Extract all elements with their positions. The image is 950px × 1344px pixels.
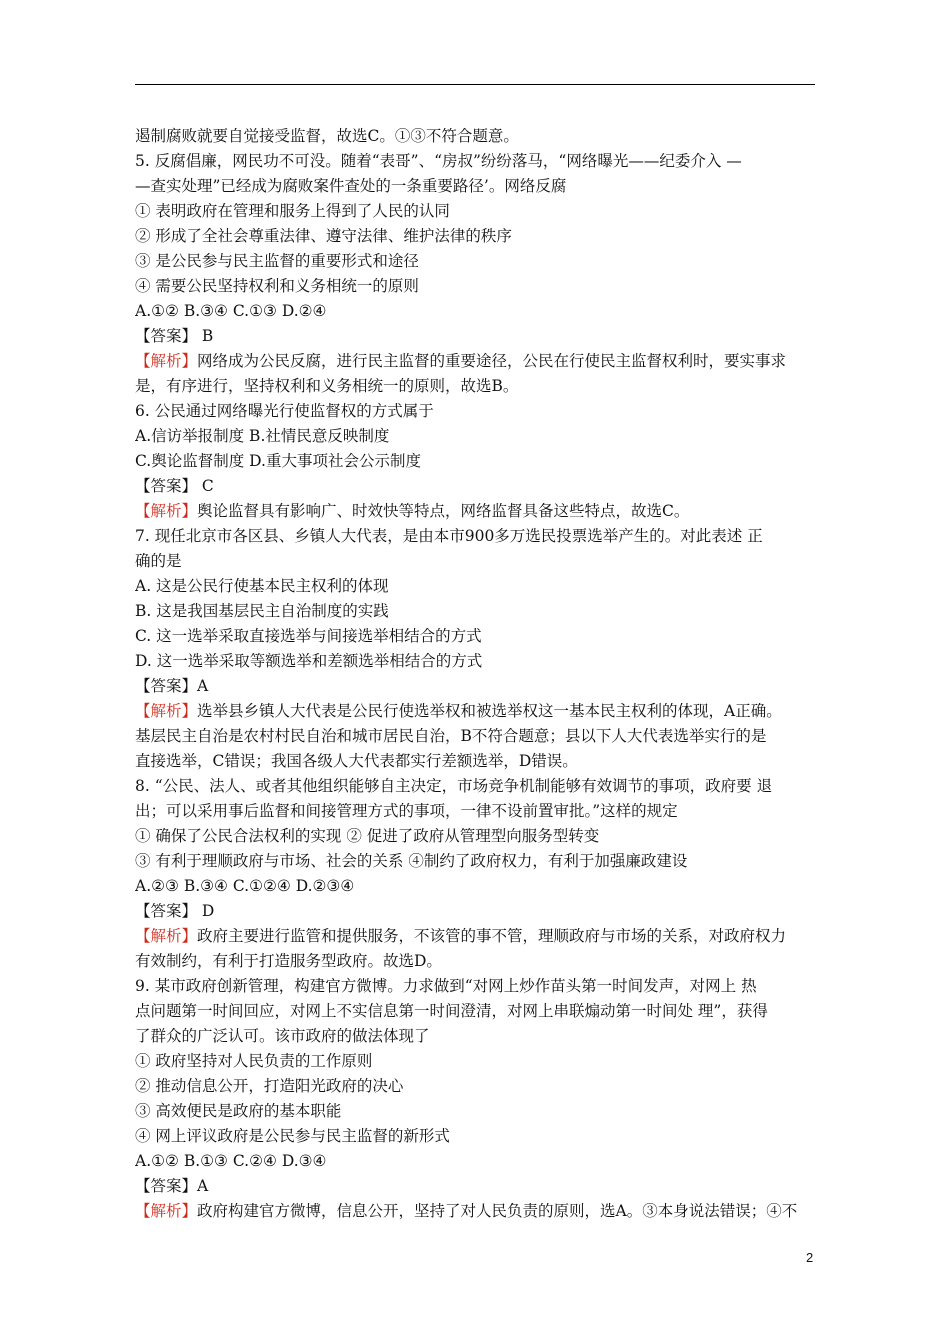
text-line <box>135 774 817 799</box>
analysis-label: 【解析】 <box>135 927 198 945</box>
line-text: 网络成为公民反腐，进行民主监督的重要途径，公民在行使民主监督权利时，要实事求 <box>197 352 787 370</box>
line-text: A. 这是公民行使基本民主权利的体现 <box>135 577 389 595</box>
text-line <box>135 124 817 149</box>
line-text: A.②③ B.③④ C.①②④ D.②③④ <box>135 877 355 895</box>
line-text: A.信访举报制度 B.社情民意反映制度 <box>135 427 390 445</box>
line-text: 直接选举，C错误；我国各级人大代表都实行差额选举，D错误。 <box>135 752 578 770</box>
text-line <box>135 299 817 324</box>
line-text: 8. “公民、法人、或者其他组织能够自主决定，市场竞争机制能够有效调节的事项，政府要 退 <box>135 777 773 795</box>
text-line <box>135 1049 817 1074</box>
text-line <box>135 799 817 824</box>
line-text: 了群众的广泛认可。该市政府的做法体现了 <box>135 1027 430 1045</box>
line-text: 是，有序进行，坚持权利和义务相统一的原则，故选B。 <box>135 377 519 395</box>
line-text: 遏制腐败就要自觉接受监督，故选C。①③不符合题意。 <box>135 127 519 145</box>
line-text: A.①② B.①③ C.②④ D.③④ <box>135 1152 327 1170</box>
text-line <box>135 674 817 699</box>
analysis-label: 【解析】 <box>135 502 198 520</box>
text-line <box>135 549 817 574</box>
line-text: 6. 公民通过网络曝光行使监督权的方式属于 <box>135 402 434 420</box>
line-text: 选举县乡镇人大代表是公民行使选举权和被选举权这一基本民主权利的体现，A正确。 <box>197 702 782 720</box>
line-text: ② 形成了全社会尊重法律、遵守法律、维护法律的秩序 <box>135 227 512 245</box>
line-text: ① 确保了公民合法权利的实现 ② 促进了政府从管理型向服务型转变 <box>135 827 600 845</box>
line-text: ③ 是公民参与民主监督的重要形式和途径 <box>135 252 419 270</box>
line-text: 【答案】 C <box>135 477 214 495</box>
line-text: ④ 需要公民坚持权利和义务相统一的原则 <box>135 277 419 295</box>
text-line <box>135 399 817 424</box>
line-text: 出；可以采用事后监督和间接管理方式的事项，一律不设前置审批。”这样的规定 <box>135 802 678 820</box>
line-text: 【答案】A <box>135 677 209 695</box>
text-line <box>135 974 817 999</box>
line-text: 7. 现任北京市各区县、乡镇人大代表，是由本市900多万选民投票选举产生的。对此表述 正 <box>135 527 763 545</box>
text-line <box>135 199 817 224</box>
text-line <box>135 274 817 299</box>
page-number: 2 <box>806 1250 814 1265</box>
text-line <box>135 574 817 599</box>
text-line <box>135 449 817 474</box>
text-line <box>135 849 817 874</box>
text-line <box>135 724 817 749</box>
analysis-label: 【解析】 <box>135 352 198 370</box>
line-text: C.舆论监督制度 D.重大事项社会公示制度 <box>135 452 421 470</box>
text-line <box>135 824 817 849</box>
text-line <box>135 1124 817 1149</box>
line-text: 【答案】 B <box>135 327 214 345</box>
line-text: A.①② B.③④ C.①③ D.②④ <box>135 302 327 320</box>
text-line <box>135 474 817 499</box>
text-line <box>135 374 817 399</box>
text-line <box>135 249 817 274</box>
line-text: ① 政府坚持对人民负责的工作原则 <box>135 1052 373 1070</box>
line-text: 有效制约，有利于打造服务型政府。故选D。 <box>135 952 442 970</box>
text-line <box>135 349 817 374</box>
line-text: ① 表明政府在管理和服务上得到了人民的认同 <box>135 202 450 220</box>
text-line <box>135 1149 817 1174</box>
line-text: D. 这一选举采取等额选举和差额选举相结合的方式 <box>135 652 483 670</box>
text-line <box>135 599 817 624</box>
text-line <box>135 424 817 449</box>
text-line <box>135 624 817 649</box>
line-text: 点问题第一时间回应，对网上不实信息第一时间澄清，对网上串联煽动第一时间处 理”，获得 <box>135 1002 768 1020</box>
text-line <box>135 224 817 249</box>
text-line <box>135 949 817 974</box>
text-line <box>135 174 817 199</box>
line-text: 【答案】A <box>135 1177 209 1195</box>
text-line <box>135 999 817 1024</box>
line-text: ④ 网上评议政府是公民参与民主监督的新形式 <box>135 1127 450 1145</box>
line-text: 确的是 <box>135 552 182 570</box>
line-text: C. 这一选举采取直接选举与间接选举相结合的方式 <box>135 627 482 645</box>
text-line <box>135 699 817 724</box>
text-line <box>135 874 817 899</box>
text-line <box>135 524 817 549</box>
line-text: 政府主要进行监管和提供服务，不该管的事不管，理顺政府与市场的关系，对政府权力 <box>197 927 787 945</box>
header-rule <box>135 84 815 85</box>
line-text: 基层民主自治是农村村民自治和城市居民自治，B不符合题意；县以下人大代表选举实行的是 <box>135 727 767 745</box>
line-text: 5. 反腐倡廉，网民功不可没。随着“表哥”、“房叔”纷纷落马，“网络曝光——纪委介入 — <box>135 152 742 170</box>
text-line <box>135 749 817 774</box>
line-text: B. 这是我国基层民主自治制度的实践 <box>135 602 389 620</box>
text-line <box>135 324 817 349</box>
text-line <box>135 649 817 674</box>
text-line <box>135 1074 817 1099</box>
line-text: 政府构建官方微博，信息公开，坚持了对人民负责的原则，选A。③本身说法错误；④不 <box>197 1202 798 1220</box>
text-line <box>135 1024 817 1049</box>
line-text: ③ 高效便民是政府的基本职能 <box>135 1102 342 1120</box>
text-line <box>135 1099 817 1124</box>
text-line <box>135 149 817 174</box>
line-text: 9. 某市政府创新管理，构建官方微博。力求做到“对网上炒作苗头第一时间发声，对网上 热 <box>135 977 757 995</box>
text-line <box>135 924 817 949</box>
analysis-label: 【解析】 <box>135 1202 198 1220</box>
line-text: 舆论监督具有影响广、时效快等特点，网络监督具备这些特点，故选C。 <box>197 502 690 520</box>
document-body <box>135 124 817 1224</box>
analysis-label: 【解析】 <box>135 702 198 720</box>
line-text: ③ 有利于理顺政府与市场、社会的关系 ④制约了政府权力，有利于加强廉政建设 <box>135 852 688 870</box>
text-line <box>135 499 817 524</box>
text-line <box>135 899 817 924</box>
line-text: 【答案】 D <box>135 902 215 920</box>
text-line <box>135 1174 817 1199</box>
text-line <box>135 1199 817 1224</box>
line-text: —查实处理”已经成为腐败案件查处的一条重要路径’。网络反腐 <box>135 177 567 195</box>
line-text: ② 推动信息公开，打造阳光政府的决心 <box>135 1077 404 1095</box>
